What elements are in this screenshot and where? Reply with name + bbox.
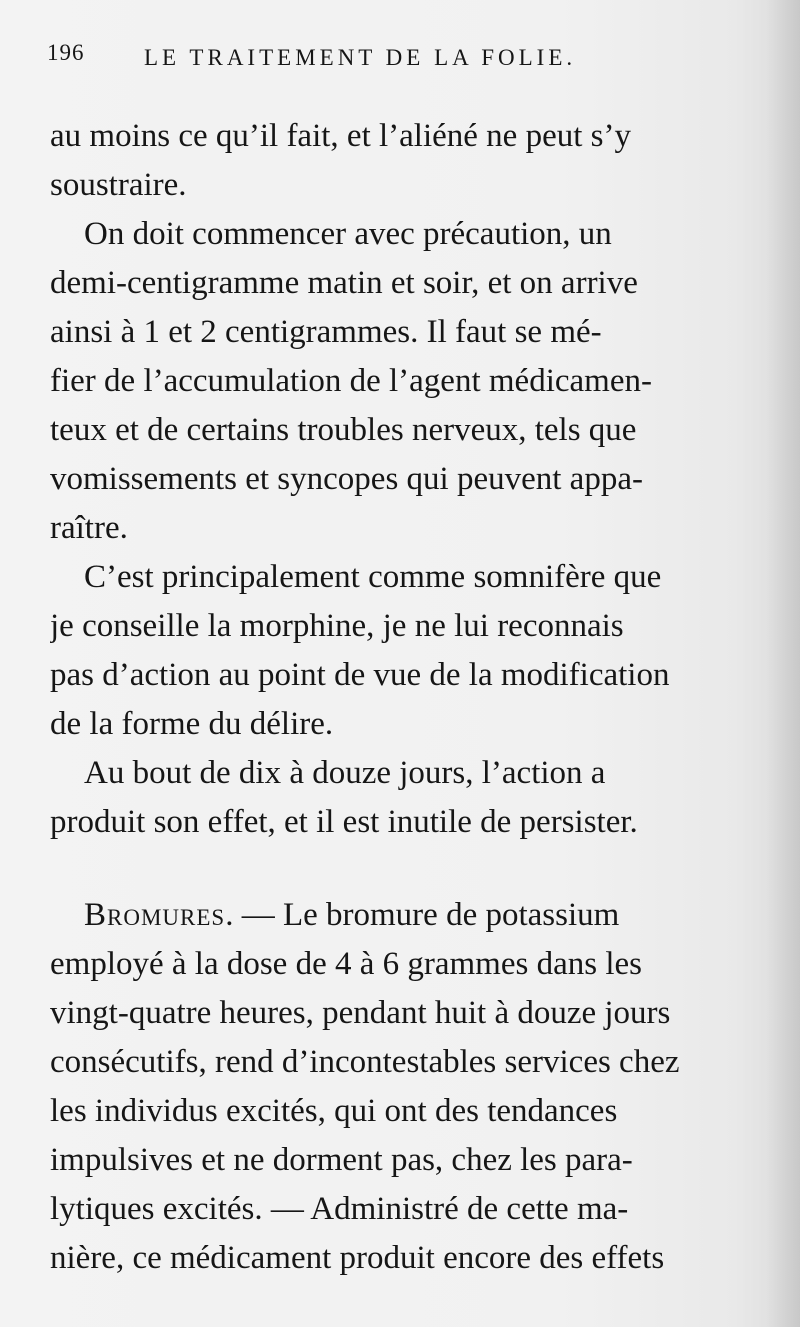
text-line <box>50 891 762 940</box>
paragraph-dosage <box>50 210 762 553</box>
text-line: impulsives et ne dorment pas, chez les para- <box>50 1142 633 1178</box>
text-line: employé à la dose de 4 à 6 grammes dans les <box>50 946 642 982</box>
section-lead-in: . — Le bromure de potassium <box>225 897 620 933</box>
paragraph-continuation <box>50 112 762 210</box>
text-line: vingt-quatre heures, pendant huit à douze jours <box>50 995 671 1031</box>
text-line: vomissements et syncopes qui peuvent appa- <box>50 461 643 497</box>
text-line: soustraire. <box>50 167 187 203</box>
page-edge-shadow <box>766 0 800 1327</box>
text-line: nière, ce médicament produit encore des effets <box>50 1240 665 1276</box>
text-line: au moins ce qu’il fait, et l’aliéné ne peut s’y <box>50 118 631 154</box>
running-title: LE TRAITEMENT DE LA FOLIE. <box>144 45 577 70</box>
text-line: teux et de certains troubles nerveux, tels que <box>50 412 637 448</box>
text-line: demi-centigramme matin et soir, et on arrive <box>50 265 638 301</box>
text-line: je conseille la morphine, je ne lui reconnais <box>50 608 624 644</box>
text-line: Au bout de dix à douze jours, l’action a <box>84 755 606 791</box>
text-line: consécutifs, rend d’incontestables services chez <box>50 1044 680 1080</box>
text-line: raître. <box>50 510 128 546</box>
paragraph-duration <box>50 749 762 847</box>
text-line: fier de l’accumulation de l’agent médicamen- <box>50 363 652 399</box>
text-line: de la forme du délire. <box>50 706 334 742</box>
page-number: 196 <box>47 40 85 65</box>
section-gap <box>50 847 762 891</box>
text-line: pas d’action au point de vue de la modification <box>50 657 670 693</box>
page-body <box>50 112 762 1283</box>
text-line: les individus excités, qui ont des tendances <box>50 1093 618 1129</box>
paragraph-somnifere <box>50 553 762 749</box>
paragraph-bromures <box>50 891 762 1283</box>
text-line: On doit commencer avec précaution, un <box>84 216 612 252</box>
section-heading-bromures: Bromures <box>84 897 226 933</box>
text-line: produit son effet, et il est inutile de persister. <box>50 804 638 840</box>
text-line: C’est principalement comme somnifère que <box>84 559 662 595</box>
page-header <box>47 40 760 80</box>
text-line: lytiques excités. — Administré de cette ma- <box>50 1191 629 1227</box>
text-line: ainsi à 1 et 2 centigrammes. Il faut se mé- <box>50 314 602 350</box>
